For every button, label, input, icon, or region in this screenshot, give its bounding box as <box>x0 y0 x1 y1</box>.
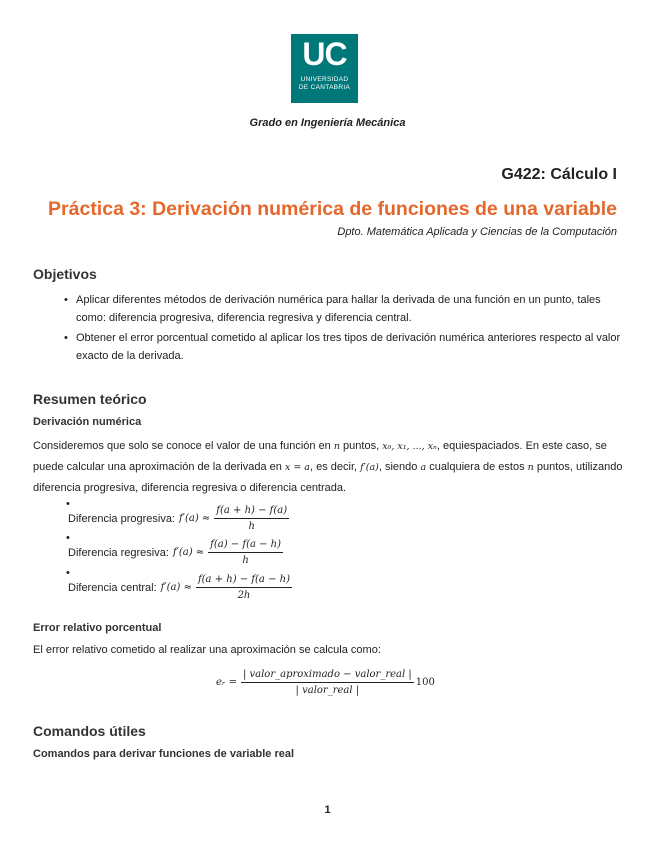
list-item: • Aplicar diferentes métodos de derivación numérica para hallar la derivada de una función en un punto, tales como: diferencia progresiva, diferencia regresiva y diferencia central. <box>62 291 622 327</box>
formula-regressive: • Diferencia regresiva: f′(a) ≈ $\frac{f(a) - f(a - h)}{h}$ <box>66 532 282 566</box>
error-factor: 100 <box>415 677 435 688</box>
logo-subtitle <box>295 76 354 92</box>
department-name: Dpto. Matemática Aplicada y Ciencias de la Computación <box>337 226 617 238</box>
formula-denominator: 2h <box>237 590 251 601</box>
course-code: G422: Cálculo I <box>501 166 617 183</box>
formula-lhs: f′(a) ≈ <box>172 547 205 558</box>
formula-numerator: f(a) − f(a − h) <box>208 538 283 553</box>
formula-numerator: f(a + h) − f(a) <box>214 504 289 519</box>
formula-lhs: f′(a) ≈ <box>160 582 192 593</box>
formula-fraction <box>214 504 289 533</box>
logo-uc-text: UC <box>302 36 347 72</box>
numeric-derivation-heading: Derivación numérica <box>33 416 142 428</box>
objectives-list <box>62 291 622 367</box>
formula-denominator: h <box>248 521 255 532</box>
formula-numerator: f(a + h) − f(a − h) <box>196 573 292 588</box>
error-denominator: | valor_real | <box>295 685 360 696</box>
error-fraction <box>241 668 414 697</box>
formula-progressive: • Diferencia progresiva: f′(a) ≈ $\frac{f(a + h) - f(a)}{h}$ <box>66 498 288 532</box>
commands-heading: Comandos útiles <box>33 723 146 739</box>
formula-label: Diferencia central: <box>68 581 157 594</box>
formula-label: Diferencia regresiva: <box>68 546 169 559</box>
formula-fraction <box>208 538 283 567</box>
formula-denominator: h <box>242 555 249 566</box>
relative-error-text: El error relativo cometido al realizar una aproximación se calcula como: <box>33 644 381 656</box>
formula-lhs: f′(a) ≈ <box>179 513 211 524</box>
formula-fraction <box>196 573 292 602</box>
logo-line-2: DE CANTABRIA <box>298 84 351 91</box>
formula-central: • Diferencia central: f′(a) ≈ $\frac{f(a + h) - f(a - h)}{2h}$ <box>66 567 290 601</box>
page-title: Práctica 3: Derivación numérica de funciones de una variable <box>48 198 617 220</box>
page-number: 1 <box>324 804 331 816</box>
theory-heading: Resumen teórico <box>33 391 147 407</box>
university-logo <box>291 34 358 103</box>
logo-line-1: UNIVERSIDAD <box>300 76 349 83</box>
theory-paragraph: Consideremos que solo se conoce el valor de una función en n puntos, x₀, x₁, ..., xₙ, equiespaciados. En este caso, se puede calcular una aproximación de la derivada en x = a, es decir, f′(a), siendo a cualquiera de estos n puntos, utilizando diferencia progresiva, diferencia regresiva o diferencia centrada. <box>33 440 623 494</box>
formula-label: Diferencia progresiva: <box>68 512 175 525</box>
error-lhs: eᵣ = <box>216 677 237 688</box>
relative-error-heading: Error relativo porcentual <box>33 622 162 634</box>
error-numerator: | valor_aproximado − valor_real | <box>241 668 414 683</box>
objectives-heading: Objetivos <box>33 266 97 282</box>
list-item: • Obtener el error porcentual cometido al aplicar los tres tipos de derivación numérica anteriores respecto al valor exacto de la derivada. <box>62 329 622 365</box>
relative-error-formula <box>216 668 435 697</box>
degree-name: Grado en Ingeniería Mecánica <box>249 117 406 129</box>
commands-subheading: Comandos para derivar funciones de variable real <box>33 748 295 760</box>
